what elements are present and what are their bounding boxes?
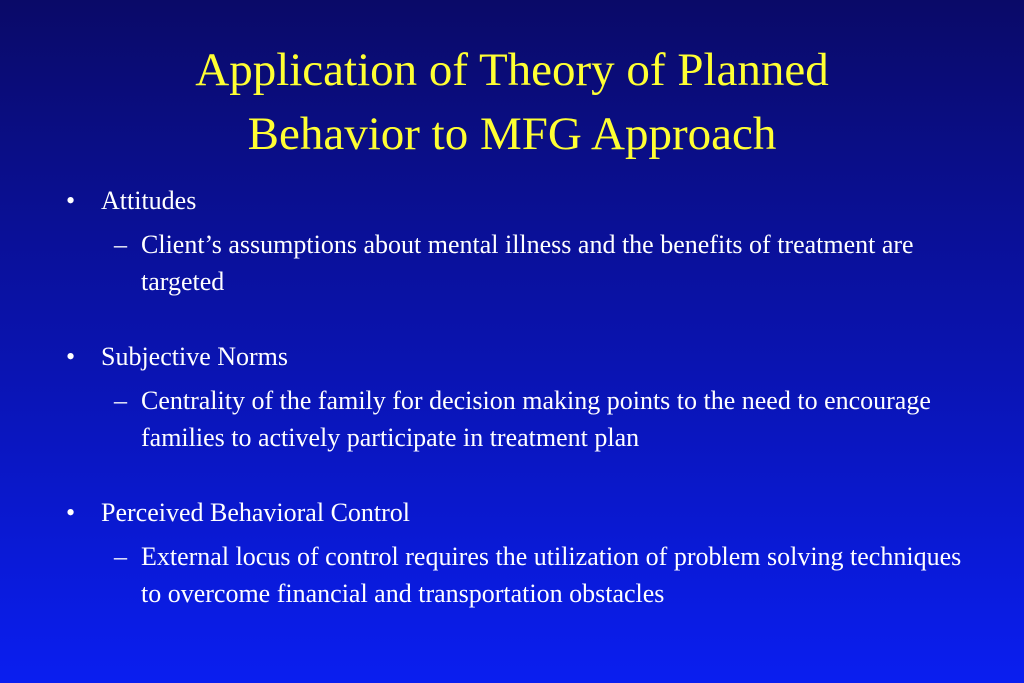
sub-bullet: [0, 226, 1024, 300]
dash-icon: –: [114, 542, 127, 571]
sub-bullet-text: Client’s assumptions about mental illness and the benefits of treatment are targeted: [141, 230, 914, 296]
dash-icon: –: [114, 230, 127, 259]
slide-title-line-2: Behavior to MFG Approach: [247, 108, 777, 160]
bullet-label: Attitudes: [101, 186, 197, 215]
bullet-label: Subjective Norms: [101, 342, 289, 371]
sub-bullet: [0, 382, 1024, 456]
sub-bullet: [0, 538, 1024, 612]
bullet-dot-icon: •: [66, 498, 76, 527]
bullet-attitudes: [0, 182, 1024, 300]
bullet-subjective-norms: [0, 338, 1024, 456]
bullet-perceived-behavioral-control: [0, 494, 1024, 612]
bullet-list: [0, 182, 1024, 650]
bullet-dot-icon: •: [66, 342, 76, 371]
bullet-dot-icon: •: [66, 186, 76, 215]
sub-bullet-text: External locus of control requires the utilization of problem solving techniques to overcome financial and transportation obstacles: [141, 542, 962, 608]
dash-icon: –: [114, 386, 127, 415]
slide-title: [0, 38, 1024, 166]
sub-bullet-text: Centrality of the family for decision making points to the need to encourage families to actively participate in treatment plan: [141, 386, 931, 452]
bullet-label: Perceived Behavioral Control: [101, 498, 411, 527]
slide-title-line-1: Application of Theory of Planned: [195, 44, 829, 96]
